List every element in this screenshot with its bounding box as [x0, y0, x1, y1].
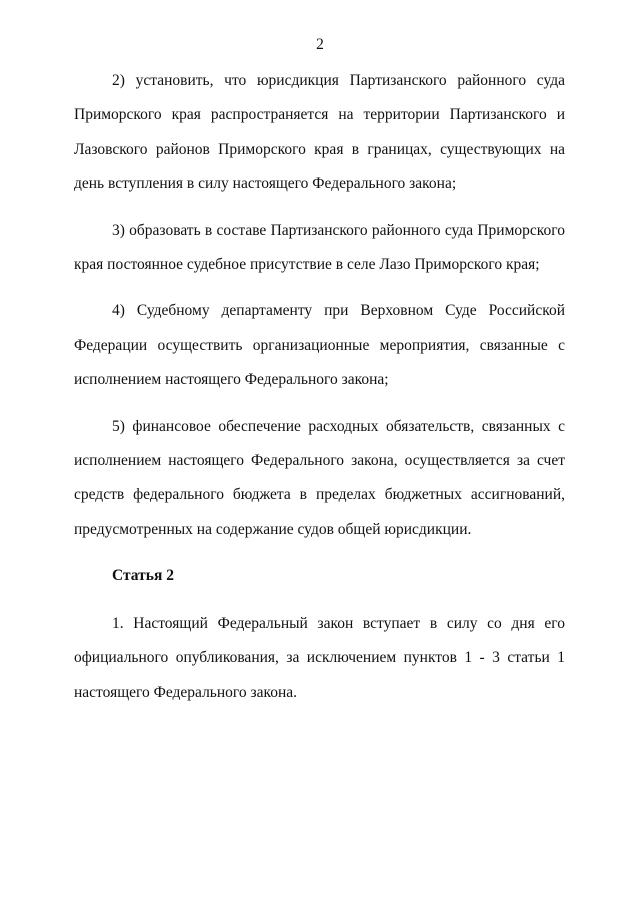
paragraph-item-5: 5) финансовое обеспечение расходных обязательств, связанных с исполнением настоящего Федерального закона, осуществляется за счет средств федерального бюджета в пределах бюджетных ассигнований, предусмотренных на содержание судов общей юрисдикции.	[74, 417, 565, 538]
page-number: 2	[316, 36, 324, 53]
document-body	[74, 64, 565, 722]
paragraph-item-3: 3) образовать в составе Партизанского районного суда Приморского края постоянное судебное присутствие в селе Лазо Приморского края;	[74, 221, 565, 274]
article-2-paragraph-1: 1. Настоящий Федеральный закон вступает в силу со дня его официального опубликования, за исключением пунктов 1 - 3 статьи 1 настоящего Федерального закона.	[74, 614, 565, 701]
article-2-heading: Статья 2	[112, 567, 174, 585]
paragraph-item-2: 2) установить, что юрисдикция Партизанского районного суда Приморского края распространяется на территории Партизанского и Лазовского районов Приморского края в границах, существующих на день вступления в силу настоящего Федерального закона;	[74, 72, 565, 193]
paragraph-item-4: 4) Судебному департаменту при Верховном Суде Российской Федерации осуществить организационные мероприятия, связанные с исполнением настоящего Федерального закона;	[74, 302, 565, 389]
